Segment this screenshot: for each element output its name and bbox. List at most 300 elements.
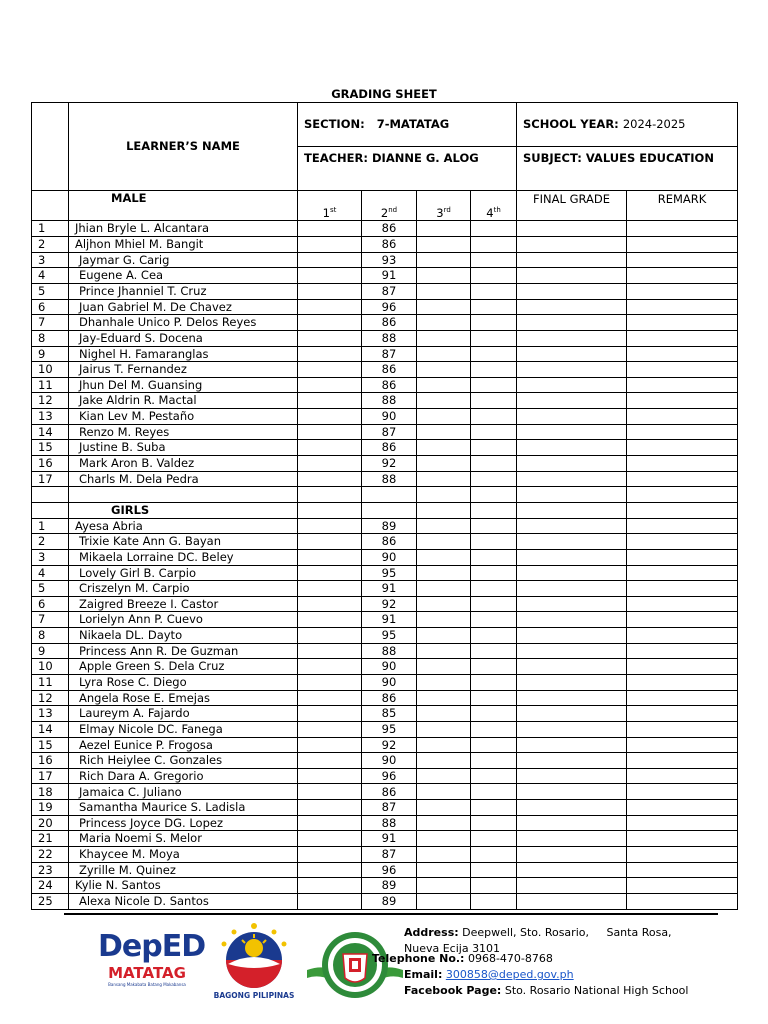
learner-name: Aezel Eunice P. Frogosa bbox=[69, 737, 298, 753]
final-grade bbox=[517, 800, 627, 816]
row-number: 25 bbox=[32, 893, 69, 909]
grade-q2: 90 bbox=[362, 549, 417, 565]
final-grade bbox=[517, 581, 627, 597]
row-number: 11 bbox=[32, 675, 69, 691]
row-number: 10 bbox=[32, 659, 69, 675]
telephone-line: Telephone No.: 0968-470-8768 bbox=[372, 952, 553, 965]
learner-name: Lovely Girl B. Carpio bbox=[69, 565, 298, 581]
teacher-cell bbox=[298, 147, 517, 191]
grade-q2: 86 bbox=[362, 784, 417, 800]
grade-q3 bbox=[417, 831, 471, 847]
grade-q3 bbox=[417, 393, 471, 409]
table-row bbox=[32, 252, 738, 268]
grade-q2: 87 bbox=[362, 283, 417, 299]
grade-q3 bbox=[417, 706, 471, 722]
grade-q2: 91 bbox=[362, 581, 417, 597]
remark bbox=[627, 737, 738, 753]
learner-name: Prince Jhanniel T. Cruz bbox=[69, 283, 298, 299]
grade-q3 bbox=[417, 252, 471, 268]
school-year-value: 2024-2025 bbox=[622, 117, 686, 132]
table-row bbox=[32, 581, 738, 597]
grade-q4 bbox=[471, 690, 517, 706]
empty-cell bbox=[517, 487, 627, 503]
grade-q1 bbox=[298, 753, 362, 769]
remark bbox=[627, 534, 738, 550]
teacher-value: DIANNE G. ALOG bbox=[372, 151, 479, 165]
table-row bbox=[32, 847, 738, 863]
remark bbox=[627, 237, 738, 253]
grade-q2: 86 bbox=[362, 315, 417, 331]
grade-q2: 89 bbox=[362, 518, 417, 534]
grade-q1 bbox=[298, 299, 362, 315]
deped-matatag-logo bbox=[98, 929, 206, 1002]
table-row bbox=[32, 596, 738, 612]
final-grade bbox=[517, 596, 627, 612]
final-grade bbox=[517, 721, 627, 737]
section-cell bbox=[298, 103, 517, 147]
final-grade bbox=[517, 518, 627, 534]
grade-q3 bbox=[417, 659, 471, 675]
grade-q3 bbox=[417, 330, 471, 346]
header-blank bbox=[32, 103, 69, 191]
table-row bbox=[32, 299, 738, 315]
learner-name: Nikaela DL. Dayto bbox=[69, 628, 298, 644]
grade-q4 bbox=[471, 565, 517, 581]
grading-table bbox=[31, 102, 738, 910]
row-number: 16 bbox=[32, 456, 69, 472]
remark bbox=[627, 847, 738, 863]
table-row bbox=[32, 424, 738, 440]
grade-q4 bbox=[471, 424, 517, 440]
final-grade bbox=[517, 565, 627, 581]
final-grade bbox=[517, 440, 627, 456]
grade-q3 bbox=[417, 565, 471, 581]
table-row bbox=[32, 831, 738, 847]
grade-q3 bbox=[417, 549, 471, 565]
grade-q1 bbox=[298, 737, 362, 753]
row-number: 9 bbox=[32, 346, 69, 362]
row-number: 10 bbox=[32, 362, 69, 378]
grade-q4 bbox=[471, 847, 517, 863]
grade-q4 bbox=[471, 346, 517, 362]
grade-q1 bbox=[298, 393, 362, 409]
learner-name: Eugene A. Cea bbox=[69, 268, 298, 284]
row-number: 2 bbox=[32, 534, 69, 550]
grade-q1 bbox=[298, 346, 362, 362]
grade-q3 bbox=[417, 456, 471, 472]
learner-name: Laureym A. Fajardo bbox=[69, 706, 298, 722]
learner-name: Zaigred Breeze I. Castor bbox=[69, 596, 298, 612]
male-label: MALE bbox=[69, 191, 298, 221]
grade-q2: 92 bbox=[362, 456, 417, 472]
grade-q4 bbox=[471, 768, 517, 784]
table-row bbox=[32, 565, 738, 581]
grade-q2: 90 bbox=[362, 659, 417, 675]
q1-header: 1st bbox=[298, 191, 362, 221]
grade-q1 bbox=[298, 628, 362, 644]
final-grade bbox=[517, 768, 627, 784]
address-line: Address: Deepwell, Sto. Rosario, Santa Rosa, bbox=[404, 926, 672, 939]
grade-q2: 90 bbox=[362, 675, 417, 691]
section-value: 7-MATATAG bbox=[376, 117, 450, 132]
table-row bbox=[32, 549, 738, 565]
grade-q1 bbox=[298, 409, 362, 425]
final-grade bbox=[517, 299, 627, 315]
final-grade bbox=[517, 362, 627, 378]
grade-q1 bbox=[298, 330, 362, 346]
empty-cell bbox=[627, 502, 738, 518]
remark bbox=[627, 424, 738, 440]
grade-q1 bbox=[298, 362, 362, 378]
final-grade bbox=[517, 893, 627, 909]
remark bbox=[627, 753, 738, 769]
grade-q4 bbox=[471, 893, 517, 909]
grade-q1 bbox=[298, 784, 362, 800]
grade-q4 bbox=[471, 612, 517, 628]
table-row bbox=[32, 753, 738, 769]
learner-name: Charls M. Dela Pedra bbox=[69, 471, 298, 487]
table-row bbox=[32, 346, 738, 362]
subject-cell bbox=[517, 147, 738, 191]
learner-name: Khaycee M. Moya bbox=[69, 847, 298, 863]
row-number: 21 bbox=[32, 831, 69, 847]
grade-q1 bbox=[298, 706, 362, 722]
remark bbox=[627, 800, 738, 816]
remark bbox=[627, 815, 738, 831]
grade-q4 bbox=[471, 753, 517, 769]
learner-name: Lyra Rose C. Diego bbox=[69, 675, 298, 691]
remark bbox=[627, 784, 738, 800]
remark bbox=[627, 456, 738, 472]
remark-header: REMARK bbox=[627, 191, 738, 221]
school-year-cell bbox=[517, 103, 738, 147]
grade-q2: 95 bbox=[362, 565, 417, 581]
grade-q4 bbox=[471, 283, 517, 299]
table-row bbox=[32, 534, 738, 550]
grade-q3 bbox=[417, 424, 471, 440]
remark bbox=[627, 268, 738, 284]
table-row bbox=[32, 690, 738, 706]
grade-q1 bbox=[298, 565, 362, 581]
grade-q2: 96 bbox=[362, 768, 417, 784]
row-number: 5 bbox=[32, 581, 69, 597]
learners-name-header: LEARNER’S NAME bbox=[69, 103, 298, 191]
bagong-pilipinas-logo bbox=[204, 920, 304, 1004]
learner-name: Lorielyn Ann P. Cuevo bbox=[69, 612, 298, 628]
grade-q2: 91 bbox=[362, 612, 417, 628]
grade-q3 bbox=[417, 721, 471, 737]
final-grade bbox=[517, 283, 627, 299]
remark bbox=[627, 659, 738, 675]
final-grade bbox=[517, 424, 627, 440]
grade-q1 bbox=[298, 534, 362, 550]
row-number: 23 bbox=[32, 862, 69, 878]
final-grade bbox=[517, 690, 627, 706]
grade-q2: 91 bbox=[362, 268, 417, 284]
final-grade bbox=[517, 237, 627, 253]
grade-q3 bbox=[417, 299, 471, 315]
remark bbox=[627, 377, 738, 393]
grade-q4 bbox=[471, 721, 517, 737]
grade-q1 bbox=[298, 424, 362, 440]
grade-q3 bbox=[417, 268, 471, 284]
final-grade bbox=[517, 471, 627, 487]
remark bbox=[627, 299, 738, 315]
grade-q3 bbox=[417, 581, 471, 597]
remark bbox=[627, 221, 738, 237]
grade-q4 bbox=[471, 409, 517, 425]
grade-q1 bbox=[298, 237, 362, 253]
remark bbox=[627, 706, 738, 722]
grade-q2: 86 bbox=[362, 377, 417, 393]
grade-q3 bbox=[417, 471, 471, 487]
grade-q1 bbox=[298, 862, 362, 878]
final-grade bbox=[517, 549, 627, 565]
grade-q2: 89 bbox=[362, 878, 417, 894]
grade-q4 bbox=[471, 393, 517, 409]
row-number: 8 bbox=[32, 330, 69, 346]
table-row bbox=[32, 862, 738, 878]
grade-q2: 86 bbox=[362, 362, 417, 378]
final-grade bbox=[517, 221, 627, 237]
learner-name: Kian Lev M. Pestaño bbox=[69, 409, 298, 425]
learner-name: Dhanhale Unico P. Delos Reyes bbox=[69, 315, 298, 331]
bagong-pilipinas-icon bbox=[204, 920, 304, 992]
learner-name: Trixie Kate Ann G. Bayan bbox=[69, 534, 298, 550]
grade-q4 bbox=[471, 675, 517, 691]
table-row bbox=[32, 721, 738, 737]
row-number: 6 bbox=[32, 299, 69, 315]
grade-q2: 88 bbox=[362, 471, 417, 487]
grade-q4 bbox=[471, 237, 517, 253]
grade-q2: 87 bbox=[362, 424, 417, 440]
final-grade bbox=[517, 737, 627, 753]
table-row bbox=[32, 893, 738, 909]
learner-name: Angela Rose E. Emejas bbox=[69, 690, 298, 706]
remark bbox=[627, 252, 738, 268]
empty-cell bbox=[517, 502, 627, 518]
grade-q4 bbox=[471, 596, 517, 612]
grade-q2: 86 bbox=[362, 690, 417, 706]
table-row bbox=[32, 706, 738, 722]
row-number: 4 bbox=[32, 268, 69, 284]
grade-q2: 87 bbox=[362, 800, 417, 816]
final-grade bbox=[517, 252, 627, 268]
table-row bbox=[32, 237, 738, 253]
remark bbox=[627, 393, 738, 409]
grade-q2: 90 bbox=[362, 409, 417, 425]
empty-cell bbox=[298, 487, 362, 503]
remark bbox=[627, 878, 738, 894]
grade-q1 bbox=[298, 221, 362, 237]
learner-name: Kylie N. Santos bbox=[69, 878, 298, 894]
remark bbox=[627, 768, 738, 784]
grade-q1 bbox=[298, 768, 362, 784]
grade-q4 bbox=[471, 659, 517, 675]
row-number: 19 bbox=[32, 800, 69, 816]
grade-q2: 87 bbox=[362, 346, 417, 362]
learner-name: Alexa Nicole D. Santos bbox=[69, 893, 298, 909]
table-row bbox=[32, 283, 738, 299]
final-grade bbox=[517, 878, 627, 894]
grade-q2: 95 bbox=[362, 628, 417, 644]
grade-q3 bbox=[417, 628, 471, 644]
learner-name: Jaymar G. Carig bbox=[69, 252, 298, 268]
grade-q4 bbox=[471, 440, 517, 456]
empty-cell bbox=[32, 487, 69, 503]
table-row bbox=[32, 643, 738, 659]
remark bbox=[627, 831, 738, 847]
final-grade bbox=[517, 534, 627, 550]
final-grade-header: FINAL GRADE bbox=[517, 191, 627, 221]
grade-q4 bbox=[471, 549, 517, 565]
table-row bbox=[32, 878, 738, 894]
remark bbox=[627, 283, 738, 299]
learner-name: Jay-Eduard S. Docena bbox=[69, 330, 298, 346]
row-number: 15 bbox=[32, 737, 69, 753]
table-row bbox=[32, 800, 738, 816]
empty-cell bbox=[627, 487, 738, 503]
row-number: 5 bbox=[32, 283, 69, 299]
row-number: 3 bbox=[32, 252, 69, 268]
grade-q3 bbox=[417, 409, 471, 425]
grade-q3 bbox=[417, 753, 471, 769]
learner-name: Jamaica C. Juliano bbox=[69, 784, 298, 800]
girls-header-row bbox=[32, 502, 738, 518]
learner-name: Mikaela Lorraine DC. Beley bbox=[69, 549, 298, 565]
grade-q3 bbox=[417, 534, 471, 550]
row-number: 1 bbox=[32, 221, 69, 237]
row-number: 15 bbox=[32, 440, 69, 456]
remark bbox=[627, 565, 738, 581]
q2-header: 2nd bbox=[362, 191, 417, 221]
grade-q1 bbox=[298, 847, 362, 863]
grade-q4 bbox=[471, 831, 517, 847]
grade-q4 bbox=[471, 252, 517, 268]
spacer-row bbox=[32, 487, 738, 503]
grade-q1 bbox=[298, 440, 362, 456]
table-row bbox=[32, 518, 738, 534]
grade-q4 bbox=[471, 221, 517, 237]
grade-q2: 92 bbox=[362, 737, 417, 753]
grade-q4 bbox=[471, 878, 517, 894]
grade-q3 bbox=[417, 377, 471, 393]
grade-q2: 96 bbox=[362, 862, 417, 878]
grade-q4 bbox=[471, 518, 517, 534]
grade-q1 bbox=[298, 268, 362, 284]
final-grade bbox=[517, 346, 627, 362]
email-line: Email: 300858@deped.gov.ph bbox=[404, 968, 574, 981]
grade-q3 bbox=[417, 737, 471, 753]
table-row bbox=[32, 409, 738, 425]
row-number: 16 bbox=[32, 753, 69, 769]
remark bbox=[627, 690, 738, 706]
address-line-2: Nueva Ecija 3101 bbox=[404, 942, 501, 955]
email-link[interactable]: 300858@deped.gov.ph bbox=[445, 968, 574, 981]
table-row bbox=[32, 362, 738, 378]
final-grade bbox=[517, 643, 627, 659]
grade-q4 bbox=[471, 862, 517, 878]
table-row bbox=[32, 612, 738, 628]
row-number: 13 bbox=[32, 706, 69, 722]
grade-q4 bbox=[471, 362, 517, 378]
grade-q3 bbox=[417, 675, 471, 691]
bagong-pilipinas-text: BAGONG PILIPINAS bbox=[213, 991, 295, 1000]
grade-q1 bbox=[298, 596, 362, 612]
remark bbox=[627, 315, 738, 331]
grade-q2: 86 bbox=[362, 237, 417, 253]
grade-q1 bbox=[298, 721, 362, 737]
empty-cell bbox=[32, 502, 69, 518]
grade-q3 bbox=[417, 440, 471, 456]
remark bbox=[627, 596, 738, 612]
row-number: 24 bbox=[32, 878, 69, 894]
grade-q3 bbox=[417, 893, 471, 909]
learner-name: Samantha Maurice S. Ladisla bbox=[69, 800, 298, 816]
empty-cell bbox=[471, 502, 517, 518]
final-grade bbox=[517, 393, 627, 409]
grade-q2: 86 bbox=[362, 221, 417, 237]
row-number: 4 bbox=[32, 565, 69, 581]
grade-q3 bbox=[417, 362, 471, 378]
row-number: 13 bbox=[32, 409, 69, 425]
grade-q2: 87 bbox=[362, 847, 417, 863]
grade-q2: 93 bbox=[362, 252, 417, 268]
grade-q1 bbox=[298, 549, 362, 565]
final-grade bbox=[517, 862, 627, 878]
final-grade bbox=[517, 847, 627, 863]
grade-q2: 91 bbox=[362, 831, 417, 847]
grade-q2: 88 bbox=[362, 330, 417, 346]
grade-q3 bbox=[417, 283, 471, 299]
final-grade bbox=[517, 315, 627, 331]
grade-q3 bbox=[417, 518, 471, 534]
grade-q3 bbox=[417, 643, 471, 659]
remark bbox=[627, 409, 738, 425]
row-number: 14 bbox=[32, 721, 69, 737]
grade-q2: 92 bbox=[362, 596, 417, 612]
table-row bbox=[32, 315, 738, 331]
row-number: 7 bbox=[32, 315, 69, 331]
remark bbox=[627, 675, 738, 691]
table-row bbox=[32, 784, 738, 800]
grade-q2: 88 bbox=[362, 815, 417, 831]
row-number: 17 bbox=[32, 471, 69, 487]
row-number: 22 bbox=[32, 847, 69, 863]
table-row bbox=[32, 659, 738, 675]
table-row bbox=[32, 456, 738, 472]
facebook-line: Facebook Page: Sto. Rosario National High School bbox=[404, 984, 689, 997]
grade-q3 bbox=[417, 800, 471, 816]
row-number: 2 bbox=[32, 237, 69, 253]
grade-q1 bbox=[298, 252, 362, 268]
row-number: 20 bbox=[32, 815, 69, 831]
remark bbox=[627, 440, 738, 456]
table-row bbox=[32, 440, 738, 456]
learner-name: Jairus T. Fernandez bbox=[69, 362, 298, 378]
learner-name: Mark Aron B. Valdez bbox=[69, 456, 298, 472]
grade-q2: 96 bbox=[362, 299, 417, 315]
grade-q2: 88 bbox=[362, 643, 417, 659]
grade-q1 bbox=[298, 815, 362, 831]
grade-q4 bbox=[471, 534, 517, 550]
remark bbox=[627, 721, 738, 737]
row-number: 8 bbox=[32, 628, 69, 644]
row-number: 12 bbox=[32, 690, 69, 706]
table-row bbox=[32, 471, 738, 487]
grade-q1 bbox=[298, 800, 362, 816]
grade-q3 bbox=[417, 237, 471, 253]
